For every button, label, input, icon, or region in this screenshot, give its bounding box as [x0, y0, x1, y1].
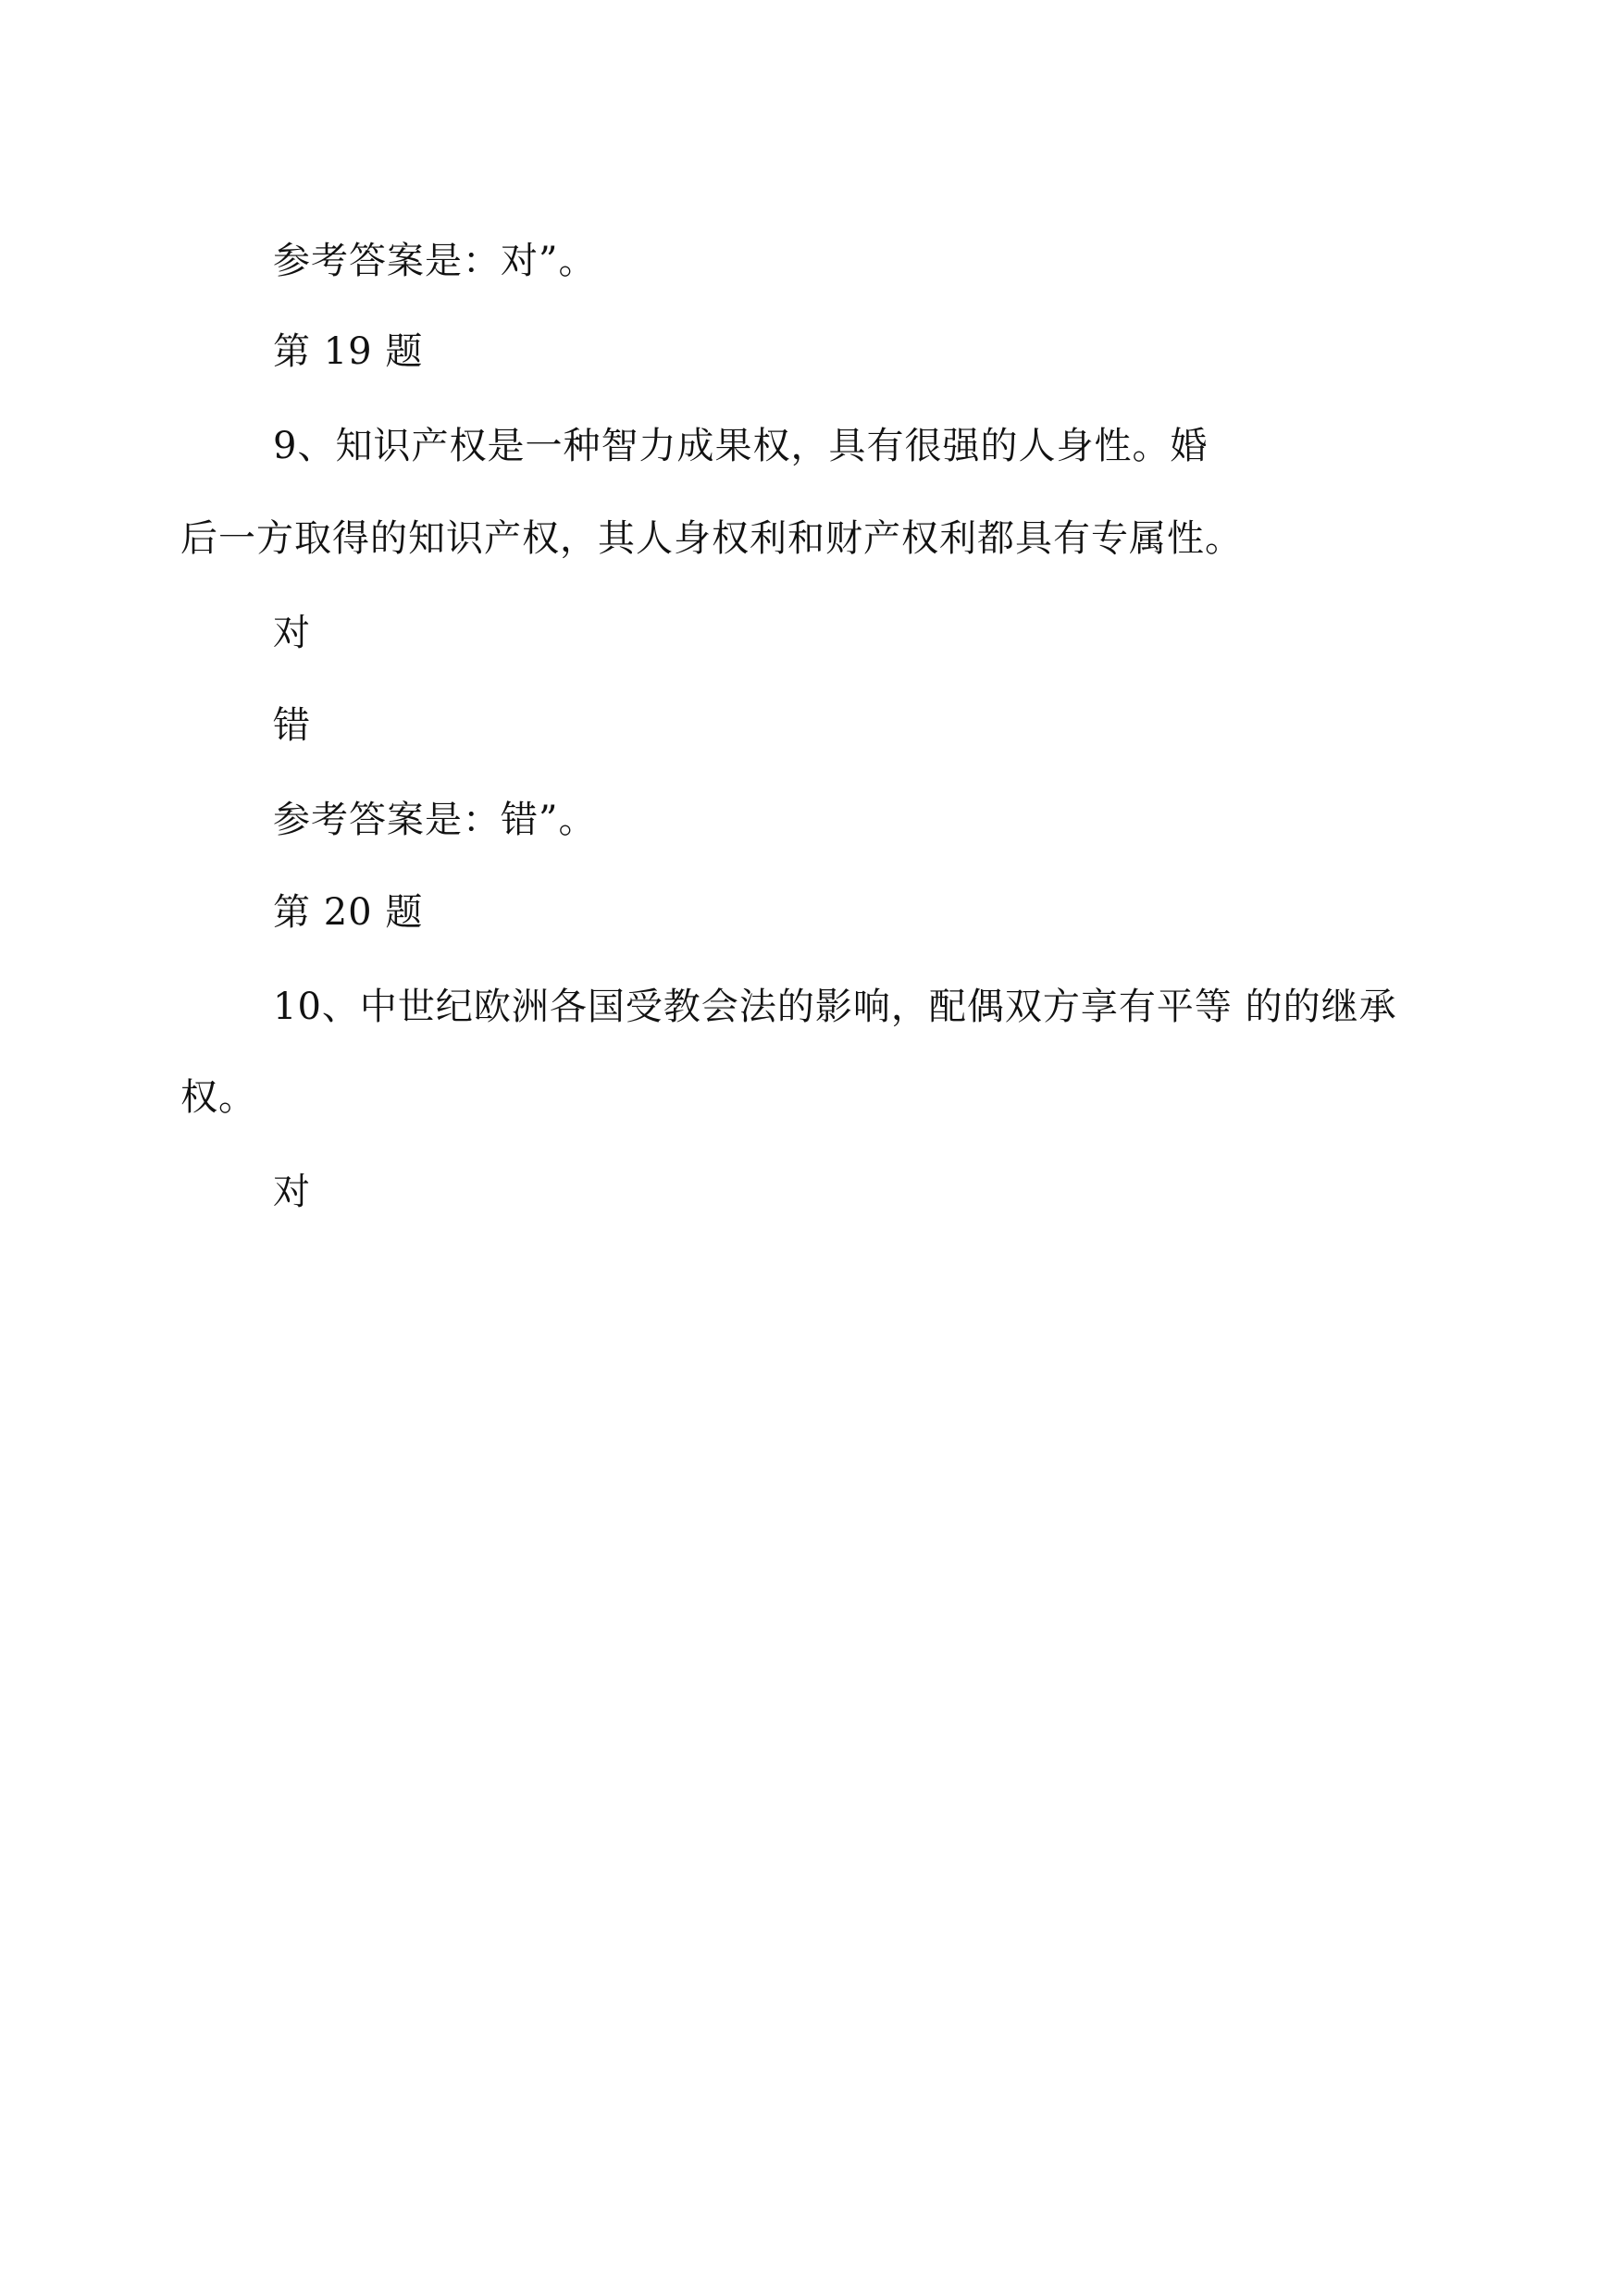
- question-20-text-line-1: 10、中世纪欧洲各国受教会法的影响，配偶双方享有平等 的的继承: [273, 986, 1397, 1028]
- question-19-option-true: 对: [273, 612, 311, 654]
- question-19-text-line-1: 9、知识产权是一种智力成果权，具有很强的人身性。婚: [273, 425, 1209, 467]
- question-number-20: 第 20 题: [273, 891, 424, 934]
- question-19-text-line-2: 后一方取得的知识产权，其人身权利和财产权利都具有专属性。: [180, 517, 1243, 560]
- answer-line-q19: 参考答案是：错”。: [273, 799, 597, 841]
- question-number-19: 第 19 题: [273, 330, 424, 373]
- question-20-text-line-2: 权。: [180, 1076, 256, 1119]
- answer-line-q18: 参考答案是：对”。: [273, 240, 597, 282]
- question-20-option-true: 对: [273, 1171, 311, 1213]
- question-19-option-false: 错: [273, 704, 311, 747]
